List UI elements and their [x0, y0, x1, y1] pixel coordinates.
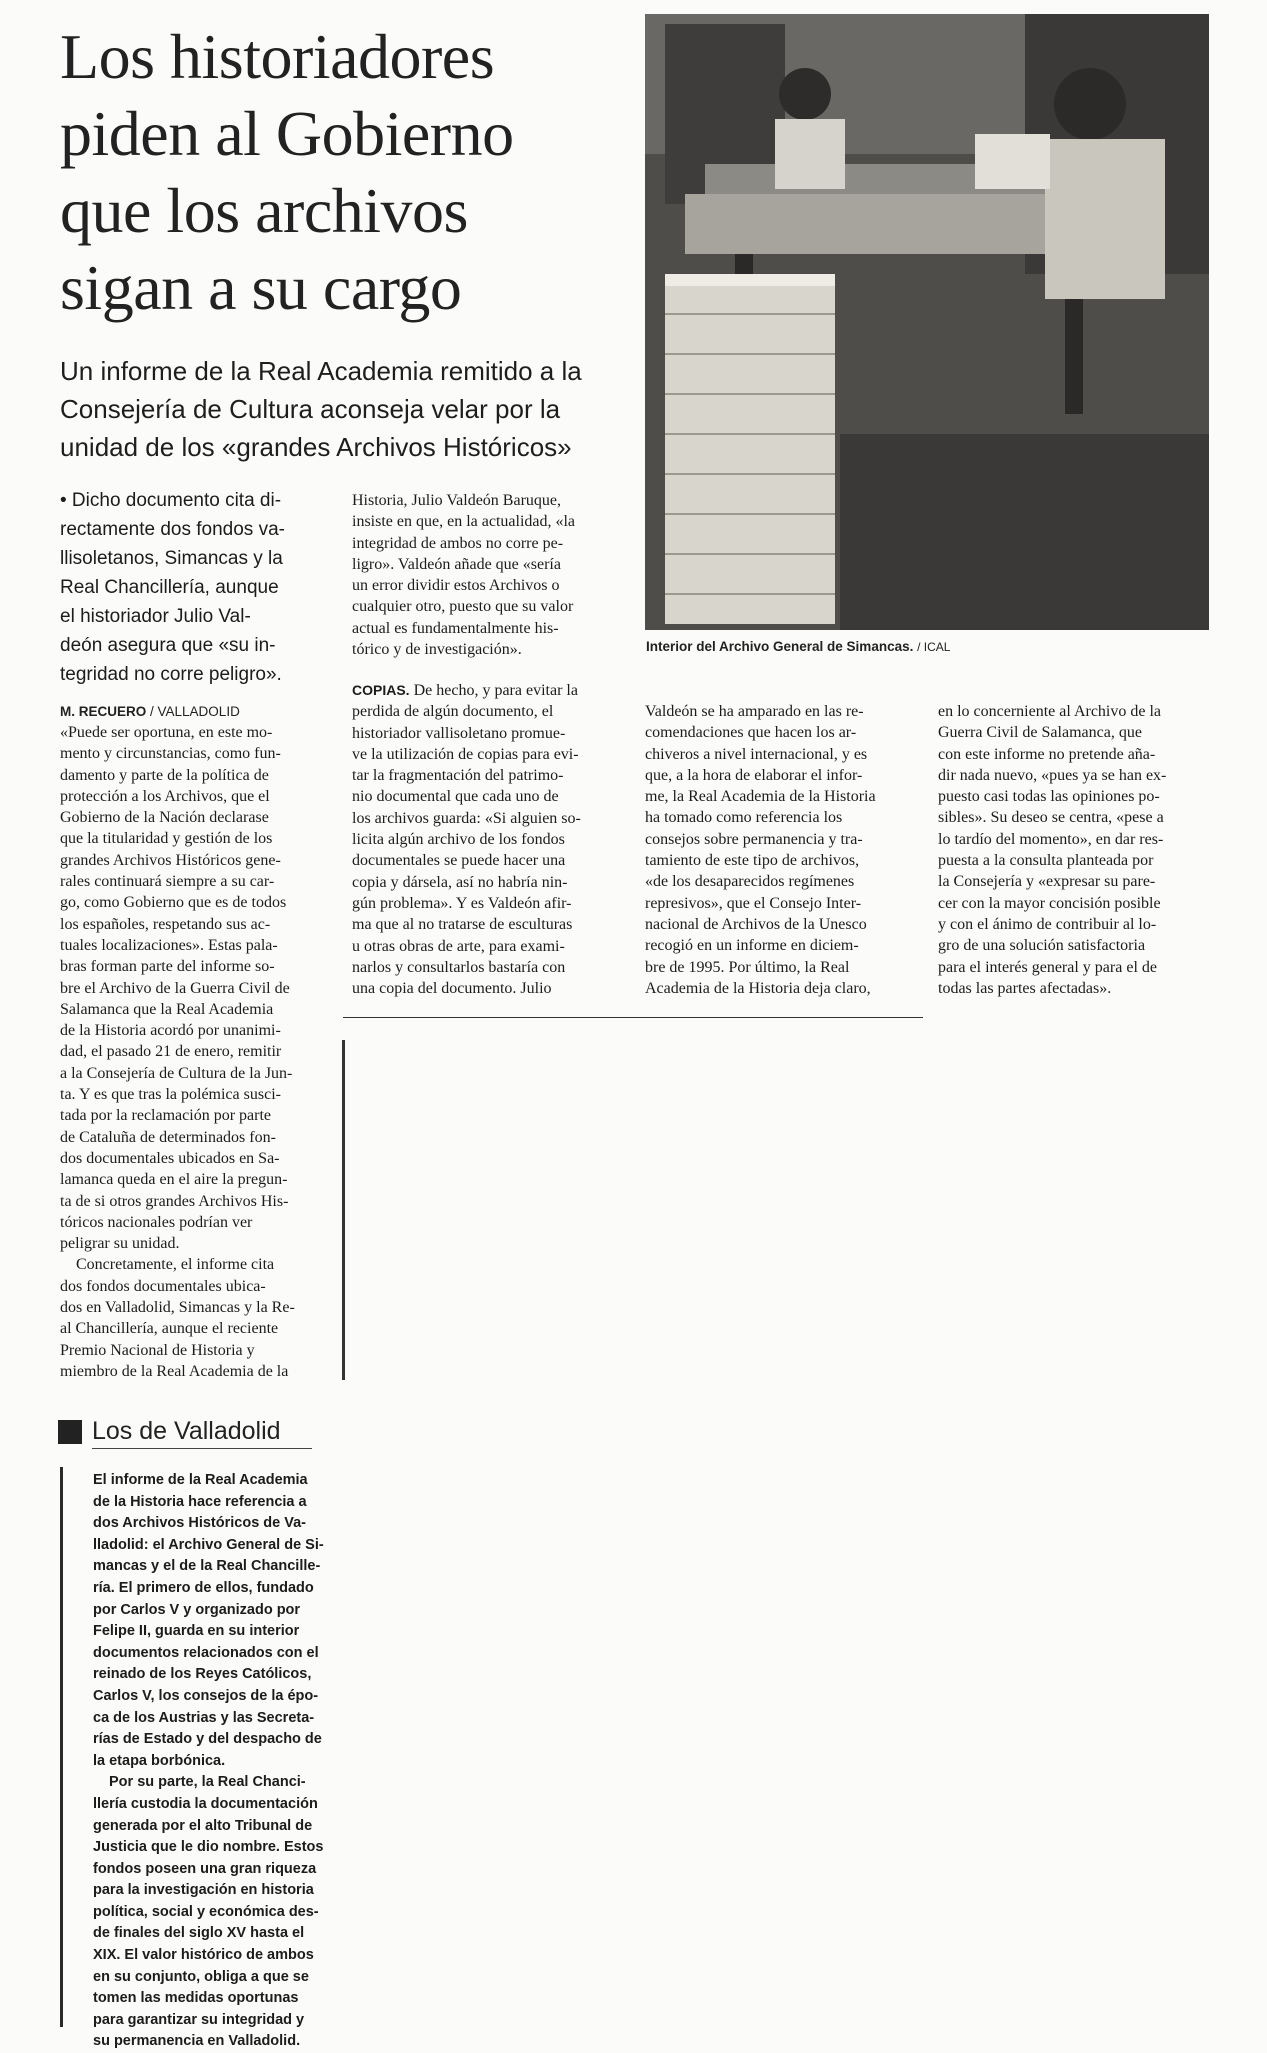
text-line: u otras obras de arte, para exami- — [352, 937, 565, 955]
text-line: para la investigación en historia — [93, 1882, 314, 1899]
subheadline — [60, 352, 660, 466]
text-line: actual es fundamentalmente his- — [352, 619, 559, 637]
text-line: tamiento de este tipo de archivos, — [645, 852, 860, 870]
text-line: la etapa borbónica. — [93, 1752, 226, 1769]
headline-line: que los archivos — [60, 175, 468, 246]
headline-line: sigan a su cargo — [60, 252, 462, 323]
text-line: bre de 1995. Por último, la Real — [645, 958, 850, 976]
text-line: protección a los Archivos, que el — [60, 787, 270, 805]
text-line: lo tardío del momento», en dar res- — [938, 830, 1164, 848]
subhead-line: Consejería de Cultura aconseja velar por la — [60, 394, 561, 424]
text-line: tuales localizaciones». Estas pala- — [60, 936, 278, 954]
text-line: me, la Real Academia de la Historia — [645, 788, 876, 806]
text-line: reinado de los Reyes Católicos, — [93, 1666, 312, 1683]
text-line: chiveros a nivel internacional, y es — [645, 745, 868, 763]
text-line: para el interés general y para el de — [938, 958, 1157, 976]
sidebar-rule — [60, 1467, 63, 2027]
text-line: miembro de la Real Academia de la — [60, 1362, 289, 1380]
column-1 — [60, 701, 340, 1382]
lead-line: deón asegura que «su in- — [60, 635, 276, 656]
text-line: en su conjunto, obliga a que se — [93, 1968, 309, 1985]
text-line: rales continuará siempre a su car- — [60, 873, 275, 891]
text-line: Guerra Civil de Salamanca, que — [938, 724, 1142, 742]
column-4 — [938, 701, 1206, 999]
text-line: represivos», que el Consejo Inter- — [645, 894, 862, 912]
subhead-line: Un informe de la Real Academia remitido a la — [60, 356, 582, 386]
lead-line: Real Chancillería, aunque — [60, 577, 279, 598]
text-line: Concretamente, el informe cita — [76, 1256, 275, 1274]
lead-line: llisoletanos, Simancas y la — [60, 548, 283, 569]
byline-author: M. RECUERO — [60, 704, 147, 719]
divider-rule-vertical — [342, 1040, 345, 1380]
text-line: Por su parte, la Real Chanci- — [109, 1774, 306, 1791]
text-line: Premio Nacional de Historia y — [60, 1341, 255, 1359]
photo-caption — [646, 639, 1206, 654]
text-line: nio documental que cada uno de — [352, 788, 559, 806]
text-line — [352, 680, 620, 701]
text-line: que, a la hora de elaborar el infor- — [645, 766, 863, 784]
text-line: licita algún archivo de los fondos — [352, 831, 565, 849]
text-line: puesta a la consulta planteada por — [938, 852, 1154, 870]
text-line: integridad de ambos no corre pe- — [352, 534, 564, 552]
sidebar-title: Los de Valladolid — [92, 1417, 312, 1449]
text-line: gro de una solución satisfactoria — [938, 937, 1146, 955]
runin-heading: COPIAS. — [352, 682, 410, 698]
text-line: generada por el alto Tribunal de — [93, 1817, 313, 1834]
text-line: narlos y consultarlos bastaría con — [352, 958, 566, 976]
text-line: El informe de la Real Academia — [93, 1472, 308, 1488]
text-line: dos documentales ubicados en Sa- — [60, 1149, 280, 1167]
text-line: ve la utilización de copias para evi- — [352, 745, 579, 763]
column-3 — [645, 701, 907, 999]
text-line: ligro». Valdeón añade que «sería — [352, 555, 561, 573]
text-line: mento y circunstancias, como fun- — [60, 745, 281, 763]
text-line: lamanca queda en el aire la pregun- — [60, 1171, 288, 1189]
headline-line: Los historiadores — [60, 21, 495, 92]
lead-line: el historiador Julio Val- — [60, 606, 251, 627]
text-line: Salamanca que la Real Academia — [60, 1000, 274, 1018]
text-line: los españoles, respetando sus ac- — [60, 915, 271, 933]
lead-line: • Dicho documento cita di- — [60, 490, 282, 511]
text-line: nacional de Archivos de la Unesco — [645, 915, 867, 933]
text-line: a la Consejería de Cultura de la Jun- — [60, 1064, 293, 1082]
column-2 — [352, 680, 620, 999]
text-line: tomen las medidas oportunas — [93, 1990, 299, 2007]
headline-line: piden al Gobierno — [60, 98, 514, 169]
text-line: documentales se puede hacer una — [352, 852, 566, 870]
text-line: lladolid: el Archivo General de Si- — [93, 1536, 324, 1553]
text-line: historiador vallisoletano promue- — [352, 724, 566, 742]
text-line: un error dividir estos Archivos o — [352, 577, 560, 595]
archive-photo — [645, 14, 1209, 630]
text-line: una copia del documento. Julio — [352, 980, 552, 998]
text-line: ría. El primero de ellos, fundado — [93, 1579, 314, 1596]
text-line: ha tomado como referencia los — [645, 809, 843, 827]
text-line: cualquier otro, puesto que su valor — [352, 598, 574, 616]
text-line: Felipe II, guarda en su interior — [93, 1623, 300, 1640]
text-line: recogió en un informe en diciem- — [645, 937, 859, 955]
text-line: dos en Valladolid, Simancas y la Re- — [60, 1299, 295, 1317]
sidebar-body — [93, 1470, 323, 2053]
text-line: XIX. El valor histórico de ambos — [93, 1947, 314, 1964]
lead-line: tegridad no corre peligro». — [60, 664, 282, 685]
text-line: que la titularidad y gestión de los — [60, 830, 273, 848]
text-line: Carlos V, los consejos de la épo- — [93, 1687, 319, 1704]
text-line: insiste en que, en la actualidad, «la — [352, 513, 576, 531]
text-line: bras forman parte del informe so- — [60, 958, 275, 976]
text-line: tada por la reclamación por parte — [60, 1107, 271, 1125]
byline — [60, 701, 340, 722]
text-line: política, social y económica des- — [93, 1903, 319, 1920]
column-2-top — [352, 490, 624, 660]
text-line: tóricos nacionales podrían ver — [60, 1213, 253, 1231]
text-line: Historia, Julio Valdeón Baruque, — [352, 492, 562, 509]
text-line: bre el Archivo de la Guerra Civil de — [60, 979, 290, 997]
text-line: dos fondos documentales ubica- — [60, 1277, 266, 1295]
text-line: los archivos guarda: «Si alguien so- — [352, 809, 581, 827]
text-line: go, como Gobierno que es de todos — [60, 894, 287, 912]
text-line: llería custodia la documentación — [93, 1795, 318, 1812]
text-line: ma que al no tratarse de esculturas — [352, 916, 573, 934]
text-line: con este informe no pretende aña- — [938, 745, 1156, 763]
lead-line: rectamente dos fondos va- — [60, 519, 285, 540]
text-line: todas las partes afectadas». — [938, 979, 1112, 997]
text-line: ta. Y es que tras la polémica susci- — [60, 1086, 281, 1104]
text-line: la Consejería y «expresar su pare- — [938, 873, 1156, 891]
text-line: cer con la mayor concisión posible — [938, 894, 1161, 912]
text-line: Valdeón se ha amparado en las re- — [645, 703, 864, 720]
divider-rule — [343, 1017, 923, 1018]
text-line: tórico y de investigación». — [352, 641, 522, 659]
text-line: de finales del siglo XV hasta el — [93, 1925, 305, 1942]
text-line: mancas y el de la Real Chancille- — [93, 1558, 321, 1575]
text-line: perdida de algún documento, el — [352, 703, 554, 721]
text-line: consejos sobre permanencia y tra- — [645, 830, 863, 848]
text-line: comendaciones que hacen los ar- — [645, 724, 857, 742]
photo-credit: / ICAL — [917, 640, 951, 654]
text-line: Justicia que le dio nombre. Estos — [93, 1839, 324, 1856]
text-line: dir nada nuevo, «pues ya se han ex- — [938, 766, 1167, 784]
text-line: en lo concerniente al Archivo de la — [938, 703, 1162, 720]
text-line: Academia de la Historia deja claro, — [645, 979, 871, 997]
text-line: fondos poseen una gran riqueza — [93, 1860, 317, 1877]
section-logo-icon — [58, 1420, 82, 1444]
text-line: documentos relacionados con el — [93, 1644, 319, 1661]
text-line: para garantizar su integridad y — [93, 2011, 305, 2028]
text-line: por Carlos V y organizado por — [93, 1601, 301, 1618]
text-line: ca de los Austrias y las Secreta- — [93, 1709, 315, 1726]
text-line: sibles». Su deseo se centra, «pese a — [938, 809, 1164, 827]
text-line: dad, el pasado 21 de enero, remitir — [60, 1043, 282, 1061]
text-line: puesto casi todas las opiniones po- — [938, 788, 1160, 806]
text-line: damento y parte de la política de — [60, 766, 269, 784]
text-fragment: De hecho, y para evitar la — [409, 682, 578, 699]
subhead-line: unidad de los «grandes Archivos Históricos» — [60, 432, 572, 462]
lead-summary — [60, 486, 310, 689]
text-line: Gobierno de la Nación declarase — [60, 809, 269, 827]
byline-place: / VALLADOLID — [150, 704, 240, 719]
text-line: de Cataluña de determinados fon- — [60, 1128, 276, 1146]
headline — [60, 18, 640, 326]
caption-text: Interior del Archivo General de Simancas. — [646, 639, 914, 654]
column-1-text — [60, 722, 340, 1382]
text-line: rías de Estado y del despacho de — [93, 1731, 322, 1748]
text-line: copia y dársela, así no habría nin- — [352, 873, 568, 891]
text-line: su permanencia en Valladolid. — [93, 2033, 301, 2050]
text-line: peligrar su unidad. — [60, 1235, 180, 1253]
text-line: dos Archivos Históricos de Va- — [93, 1515, 306, 1532]
text-line: grandes Archivos Históricos gene- — [60, 851, 281, 869]
text-line: tar la fragmentación del patrimo- — [352, 767, 564, 785]
text-line: gún problema». Y es Valdeón afir- — [352, 894, 572, 912]
text-line: al Chancillería, aunque el reciente — [60, 1320, 279, 1338]
text-line: y con el ánimo de contribuir al lo- — [938, 915, 1157, 933]
text-line: «de los desaparecidos regímenes — [645, 873, 855, 891]
text-line: de la Historia acordó por unanimi- — [60, 1022, 281, 1040]
text-line: ta de si otros grandes Archivos His- — [60, 1192, 289, 1210]
text-line: «Puede ser oportuna, en este mo- — [60, 724, 273, 741]
text-line: de la Historia hace referencia a — [93, 1493, 307, 1510]
